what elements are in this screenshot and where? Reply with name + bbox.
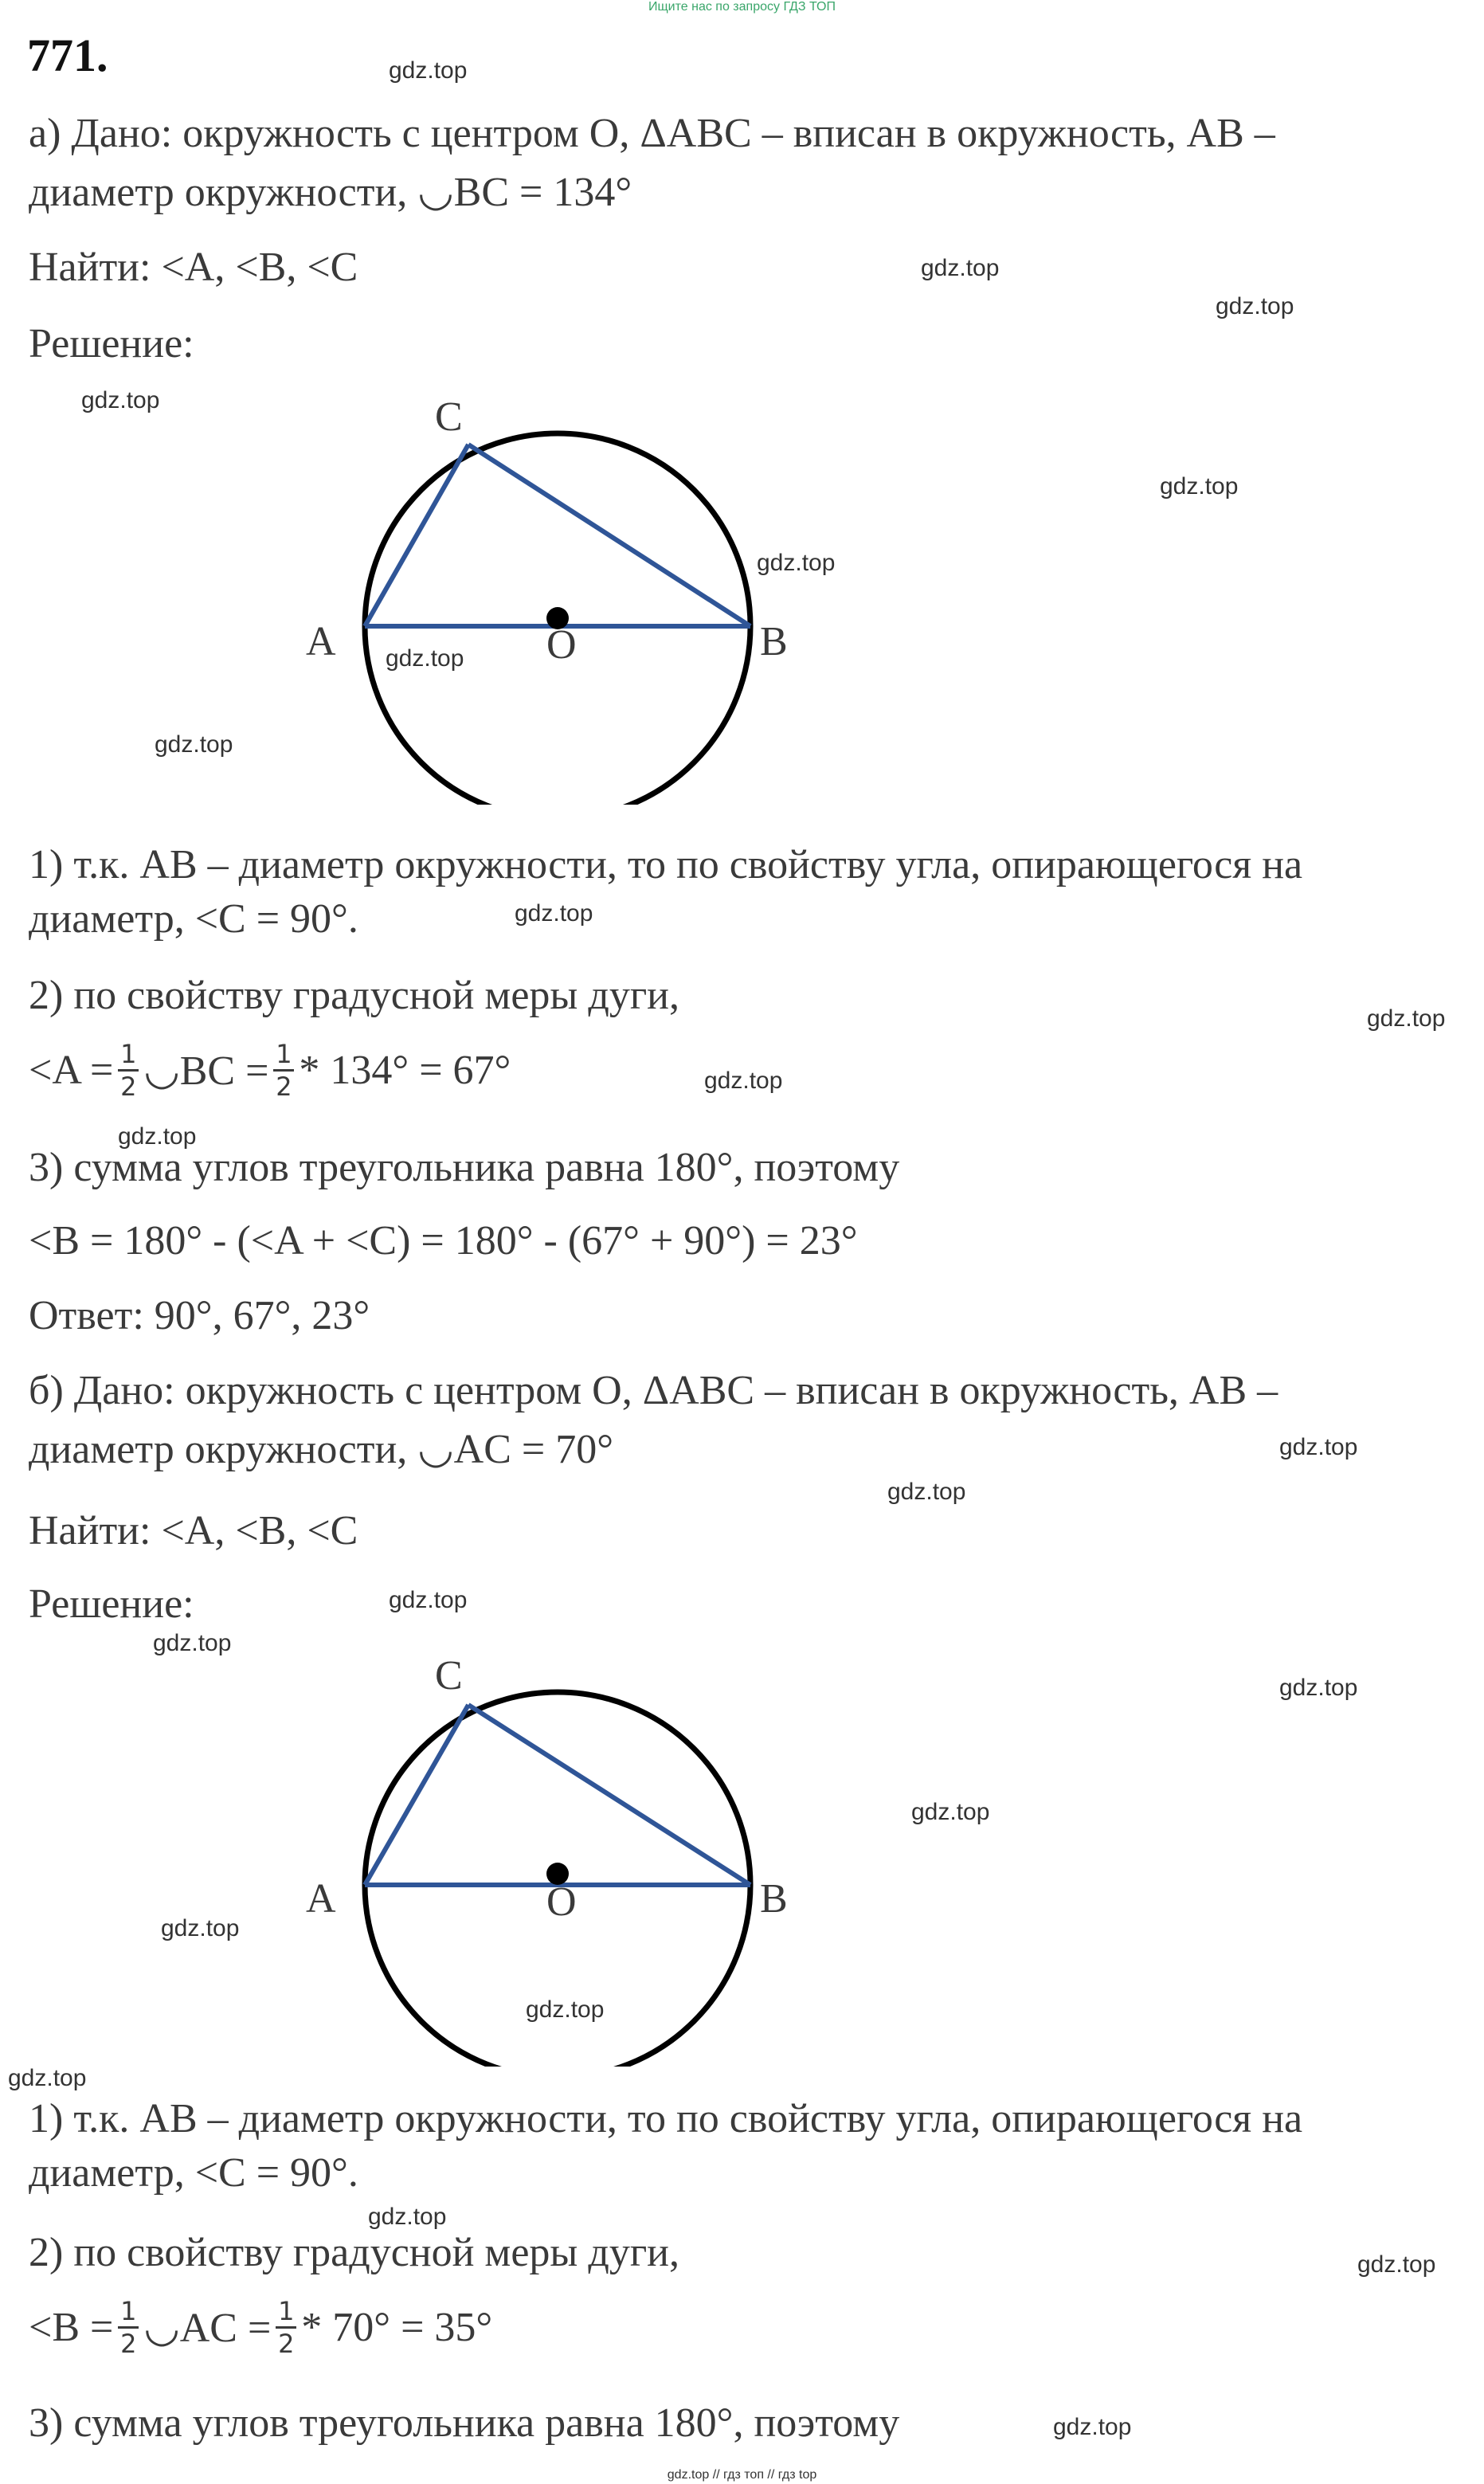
watermark: gdz.top [515, 900, 593, 927]
fraction-one-half [118, 2298, 139, 2357]
watermark: gdz.top [155, 731, 233, 758]
watermark: gdz.top [1160, 473, 1239, 500]
watermark: gdz.top [386, 645, 464, 672]
watermark: gdz.top [1216, 293, 1294, 319]
fraction-denominator: 2 [276, 1072, 292, 1102]
watermark: gdz.top [8, 2065, 87, 2091]
part-a-label-o: O [546, 622, 577, 668]
fraction-numerator: 1 [120, 2296, 137, 2326]
watermark: gdz.top [1357, 2251, 1436, 2278]
part-a-step1-line1: 1) т.к. AB – диаметр окружности, то по свойству угла, опирающегося на [29, 842, 1303, 887]
watermark: gdz.top [1279, 1675, 1358, 1701]
watermark: gdz.top [161, 1915, 240, 1941]
fraction-numerator: 1 [276, 1039, 292, 1069]
part-b-label-c: C [435, 1653, 463, 1698]
problem-number: 771. [27, 29, 108, 81]
fraction-denominator: 2 [278, 2329, 295, 2359]
part-b-step3: 3) сумма углов треугольника равна 180°, поэтому [29, 2400, 900, 2446]
part-a-chord-cb [468, 445, 750, 626]
part-a-given-line1: а) Дано: окружность с центром O, ΔABC – вписан в окружность, AB – [29, 111, 1275, 156]
fraction-one-half [273, 1040, 294, 1100]
part-b-chord-ac [365, 1705, 468, 1885]
part-b-find: Найти: <A, <B, <C [29, 1508, 358, 1553]
footer-banner: gdz.top // гдз топ // гдз top [667, 2468, 817, 2482]
formula-lhs: <B = [29, 2305, 114, 2350]
part-b-label-o: O [546, 1879, 577, 1925]
formula-rhs: * 70° = 35° [301, 2305, 493, 2350]
watermark: gdz.top [1367, 1005, 1446, 1032]
part-a-find: Найти: <A, <B, <C [29, 245, 358, 290]
part-b-solution-heading: Решение: [29, 1581, 194, 1627]
part-b-step1-line1: 1) т.к. AB – диаметр окружности, то по свойству угла, опирающегося на [29, 2096, 1303, 2141]
fraction-denominator: 2 [120, 1072, 137, 1102]
watermark: gdz.top [1279, 1434, 1358, 1460]
part-b-formula [29, 2298, 492, 2357]
watermark: gdz.top [153, 1630, 232, 1656]
part-b-given-line1: б) Дано: окружность с центром O, ΔABC – вписан в окружность, AB – [29, 1368, 1278, 1413]
fraction-numerator: 1 [278, 2296, 295, 2326]
formula-lhs: <A = [29, 1048, 114, 1093]
part-a-given-line2: диаметр окружности, ◡BC = 134° [29, 170, 632, 215]
part-a-step2: 2) по свойству градусной меры дуги, [29, 973, 679, 1018]
part-a-label-c: C [435, 394, 463, 440]
part-b-chord-cb [468, 1705, 750, 1885]
part-a-step1-line2: диаметр, <C = 90°. [29, 896, 358, 942]
part-a-label-b: B [760, 619, 788, 664]
formula-rhs: * 134° = 67° [299, 1048, 511, 1093]
part-b-label-b: B [760, 1876, 788, 1922]
part-a-chord-ac [365, 445, 468, 626]
watermark: gdz.top [921, 255, 1000, 281]
part-b-label-a: A [306, 1876, 336, 1922]
part-a-step3: 3) сумма углов треугольника равна 180°, поэтому [29, 1145, 900, 1190]
part-b-given-line2: диаметр окружности, ◡AC = 70° [29, 1427, 614, 1472]
part-a-label-a: A [306, 619, 336, 664]
fraction-one-half [118, 1040, 139, 1100]
part-a-step3-calc: <B = 180° - (<A + <C) = 180° - (67° + 90°) = 23° [29, 1218, 858, 1264]
part-a-formula [29, 1040, 511, 1100]
watermark: gdz.top [1053, 2414, 1132, 2440]
part-b-step1-line2: диаметр, <C = 90°. [29, 2150, 358, 2196]
top-banner: Ищите нас по запросу ГДЗ ТОП [648, 0, 836, 14]
watermark: gdz.top [757, 550, 836, 576]
watermark: gdz.top [81, 387, 160, 413]
part-a-solution-heading: Решение: [29, 321, 194, 366]
watermark: gdz.top [526, 1996, 605, 2023]
watermark: gdz.top [704, 1068, 783, 1094]
fraction-numerator: 1 [120, 1039, 137, 1069]
formula-mid: ◡AC = [143, 2305, 272, 2351]
fraction-one-half [276, 2298, 296, 2357]
part-a-figure [287, 390, 828, 805]
watermark: gdz.top [389, 1587, 468, 1613]
formula-mid: ◡BC = [143, 1048, 269, 1094]
watermark: gdz.top [389, 57, 468, 84]
part-a-answer: Ответ: 90°, 67°, 23° [29, 1293, 370, 1338]
watermark: gdz.top [911, 1799, 990, 1825]
watermark: gdz.top [887, 1479, 966, 1505]
watermark: gdz.top [118, 1123, 197, 1150]
watermark: gdz.top [368, 2204, 447, 2230]
fraction-denominator: 2 [120, 2329, 137, 2359]
part-b-step2: 2) по свойству градусной меры дуги, [29, 2230, 679, 2275]
